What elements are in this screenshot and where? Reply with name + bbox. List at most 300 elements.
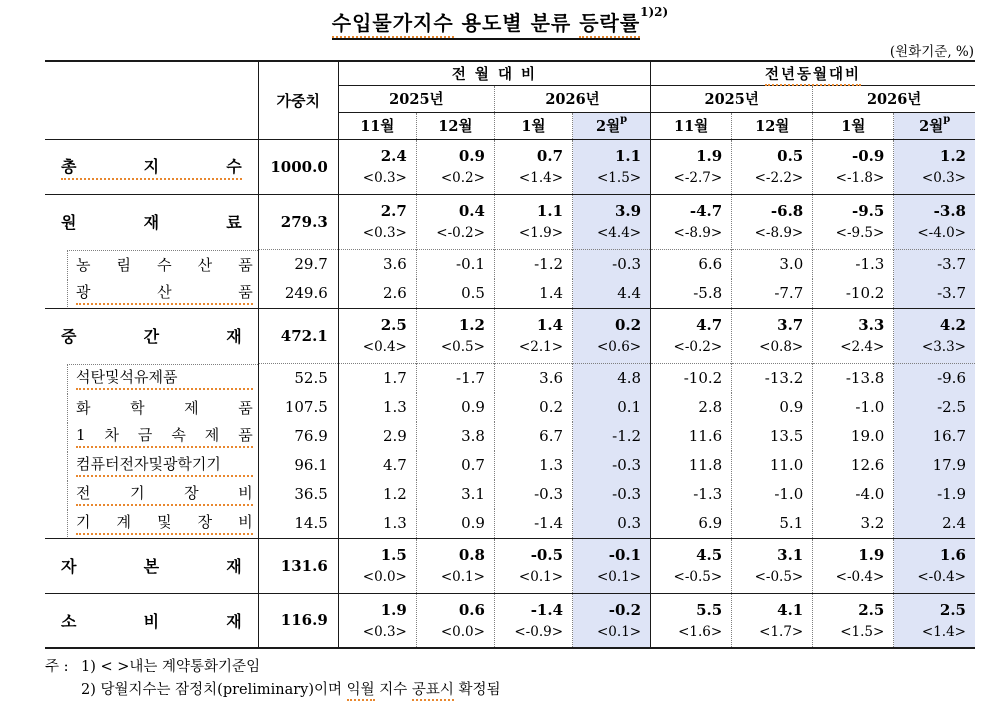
row-label: 컴퓨터전자및광학기기 xyxy=(76,453,253,477)
value-cell xyxy=(573,249,651,279)
value-cell xyxy=(813,363,894,393)
contract-currency-value: <0.3> xyxy=(362,170,407,186)
footnote-segment: 2) 당월지수는 잠정치(preliminary)이며 xyxy=(81,682,347,699)
value: -1.4 xyxy=(534,513,564,532)
value-cell xyxy=(894,480,975,509)
mom-group-header: 전 월 대 비 xyxy=(338,61,650,85)
value: 0.7 xyxy=(461,455,485,474)
value-cell xyxy=(416,279,494,309)
value: 0.5 xyxy=(461,283,485,302)
title-row xyxy=(0,0,1000,34)
contract-currency-value: <0.3> xyxy=(362,225,407,241)
footnote-text xyxy=(81,679,501,702)
row-label-cell xyxy=(45,308,258,363)
value: 1.7 xyxy=(383,368,407,387)
table-row xyxy=(45,249,975,279)
title-segment: 수입물가지수 xyxy=(332,11,454,38)
value-cell xyxy=(338,393,416,422)
month-header: 11월 xyxy=(338,112,416,139)
value: -3.7 xyxy=(937,283,966,302)
contract-currency-value: <-0.4> xyxy=(917,569,966,585)
value: -0.9 xyxy=(852,147,885,165)
value: 4.1 xyxy=(777,600,804,619)
value-cell xyxy=(573,593,651,648)
value-cell xyxy=(732,509,813,539)
value: 1.1 xyxy=(536,202,564,220)
value-cell xyxy=(338,509,416,539)
value-cell xyxy=(494,393,572,422)
value-cell xyxy=(813,480,894,509)
year-header: 2026년 xyxy=(813,85,975,112)
value-cell xyxy=(651,249,732,279)
weight-cell: 29.7 xyxy=(258,249,338,279)
value-cell xyxy=(494,593,572,648)
value: -1.7 xyxy=(456,368,485,387)
value: 2.5 xyxy=(380,316,407,334)
contract-currency-value: <-0.9> xyxy=(514,623,564,640)
value-cell xyxy=(813,194,894,249)
contract-currency-value: <-8.9> xyxy=(754,225,804,241)
value-cell xyxy=(338,279,416,309)
month-header-preliminary: 2월$^p$ xyxy=(573,112,651,139)
value-cell xyxy=(573,393,651,422)
contract-currency-value: <-1.8> xyxy=(835,170,885,186)
value: -7.7 xyxy=(774,283,804,302)
contract-currency-value: <1.7> xyxy=(759,623,804,640)
value: 2.5 xyxy=(939,600,966,619)
value-cell xyxy=(338,139,416,194)
table-header xyxy=(45,61,975,139)
group-header-row xyxy=(45,61,975,85)
value: -1.0 xyxy=(855,397,885,416)
value-cell xyxy=(651,593,732,648)
value-cell xyxy=(894,593,975,648)
value-cell xyxy=(494,249,572,279)
contract-currency-value: <-9.5> xyxy=(835,225,885,241)
contract-currency-value: <-0.4> xyxy=(835,569,885,585)
value-cell xyxy=(573,480,651,509)
value: 4.4 xyxy=(617,283,642,302)
value: -0.3 xyxy=(612,484,642,503)
value: 1.1 xyxy=(614,147,642,165)
value-cell xyxy=(813,538,894,593)
weight-cell: 249.6 xyxy=(258,279,338,309)
value: 4.8 xyxy=(617,368,642,387)
value-cell xyxy=(894,538,975,593)
value: 3.2 xyxy=(860,513,885,532)
contract-currency-value: <4.4> xyxy=(597,225,642,241)
value-cell xyxy=(338,308,416,363)
value: 13.5 xyxy=(769,426,804,445)
value: -1.4 xyxy=(530,600,564,619)
sub-label-box xyxy=(67,422,258,450)
row-label: 소 비 재 xyxy=(61,611,242,631)
row-label: 기 계 및 장 비 xyxy=(76,511,253,535)
contract-currency-value: <0.1> xyxy=(440,569,485,585)
value: 2.6 xyxy=(383,283,407,302)
value: 0.4 xyxy=(458,202,485,220)
table-body xyxy=(45,139,975,648)
contract-currency-value: <0.8> xyxy=(759,339,804,355)
value-cell xyxy=(651,393,732,422)
contract-currency-value: <-0.5> xyxy=(673,569,723,585)
value: 3.6 xyxy=(539,368,564,387)
value-cell xyxy=(494,194,572,249)
footnote-segment: 익월 xyxy=(347,682,375,701)
value: 19.0 xyxy=(850,426,885,445)
contract-currency-value: <-2.2> xyxy=(754,170,804,186)
row-label: 전 기 장 비 xyxy=(76,482,253,506)
value-cell xyxy=(651,422,732,451)
value: 3.8 xyxy=(461,426,485,445)
value: 3.1 xyxy=(777,546,804,564)
value: 2.5 xyxy=(858,600,885,619)
value-cell xyxy=(416,451,494,480)
row-label: 1 차 금 속 제 품 xyxy=(76,424,253,448)
value-cell xyxy=(813,509,894,539)
value-cell xyxy=(494,308,572,363)
weight-cell: 1000.0 xyxy=(258,139,338,194)
weight-cell: 36.5 xyxy=(258,480,338,509)
value: 0.1 xyxy=(617,397,642,416)
value-cell xyxy=(338,363,416,393)
value-cell xyxy=(813,249,894,279)
value: -0.1 xyxy=(608,546,642,564)
value-cell xyxy=(338,538,416,593)
value-cell xyxy=(732,422,813,451)
value-cell xyxy=(732,451,813,480)
value-cell xyxy=(732,593,813,648)
contract-currency-value: <1.4> xyxy=(518,170,564,186)
contract-currency-value: <1.5> xyxy=(840,623,885,640)
value: -0.2 xyxy=(608,600,642,619)
value: -1.9 xyxy=(937,484,966,503)
contract-currency-value: <-0.5> xyxy=(754,569,804,585)
value: 5.5 xyxy=(696,600,723,619)
table-row xyxy=(45,422,975,451)
category-header-cell xyxy=(45,61,258,139)
value-cell xyxy=(573,279,651,309)
value: -1.2 xyxy=(612,426,642,445)
value: 3.7 xyxy=(777,316,804,334)
value-cell xyxy=(732,279,813,309)
value-cell xyxy=(651,194,732,249)
value: 17.9 xyxy=(932,455,966,474)
value: 0.9 xyxy=(461,397,485,416)
weight-cell: 96.1 xyxy=(258,451,338,480)
table-row xyxy=(45,593,975,648)
yoy-group-header: 전년동월대비 xyxy=(651,61,975,85)
value-cell xyxy=(573,139,651,194)
value: 1.5 xyxy=(380,546,407,564)
value: 1.3 xyxy=(383,513,407,532)
value-cell xyxy=(813,593,894,648)
value: 1.2 xyxy=(939,147,966,165)
month-header: 12월 xyxy=(416,112,494,139)
value: 0.5 xyxy=(777,147,804,165)
table-row xyxy=(45,509,975,539)
value-cell xyxy=(651,509,732,539)
value-cell xyxy=(494,538,572,593)
value: 1.4 xyxy=(536,316,564,334)
contract-currency-value: <0.5> xyxy=(440,339,485,355)
value-cell xyxy=(651,279,732,309)
contract-currency-value: <2.4> xyxy=(840,339,885,355)
value-cell xyxy=(416,249,494,279)
table-row xyxy=(45,393,975,422)
value: -5.8 xyxy=(693,283,723,302)
value-cell xyxy=(651,308,732,363)
contract-currency-value: <-8.9> xyxy=(673,225,723,241)
weight-header-cell: 가중치 xyxy=(258,61,338,139)
value-cell xyxy=(651,139,732,194)
table-row xyxy=(45,538,975,593)
sub-label-box xyxy=(67,451,258,479)
value-cell xyxy=(416,422,494,451)
value: -0.3 xyxy=(612,455,642,474)
contract-currency-value: <-0.2> xyxy=(673,339,723,355)
value: 2.4 xyxy=(942,513,966,532)
month-header: 1월 xyxy=(494,112,572,139)
value: 16.7 xyxy=(932,426,966,445)
weight-cell: 76.9 xyxy=(258,422,338,451)
contract-currency-value: <0.3> xyxy=(362,623,407,640)
value: 0.3 xyxy=(617,513,642,532)
value: 0.2 xyxy=(614,316,642,334)
value: 2.8 xyxy=(698,397,723,416)
month-header-preliminary: 2월$^p$ xyxy=(894,112,975,139)
value: 2.7 xyxy=(380,202,407,220)
row-label-cell xyxy=(45,393,258,422)
contract-currency-value: <0.2> xyxy=(440,170,485,186)
value: 1.9 xyxy=(858,546,885,564)
row-label-cell xyxy=(45,363,258,393)
value-cell xyxy=(416,480,494,509)
unit-note: (원화기준, %) xyxy=(889,44,974,60)
value-cell xyxy=(338,422,416,451)
contract-currency-value: <-0.2> xyxy=(436,225,485,241)
contract-currency-value: <1.4> xyxy=(921,623,966,640)
value-cell xyxy=(894,363,975,393)
row-label-cell xyxy=(45,279,258,309)
value: 3.9 xyxy=(614,202,642,220)
row-label-cell xyxy=(45,538,258,593)
value-cell xyxy=(573,509,651,539)
value-cell xyxy=(732,538,813,593)
value: 0.8 xyxy=(458,546,485,564)
weight-cell: 279.3 xyxy=(258,194,338,249)
contract-currency-value: <0.0> xyxy=(362,569,407,585)
table-row xyxy=(45,480,975,509)
value: -3.8 xyxy=(933,202,966,220)
value: 2.4 xyxy=(380,147,407,165)
weight-cell: 131.6 xyxy=(258,538,338,593)
contract-currency-value: <2.1> xyxy=(518,339,564,355)
value-cell xyxy=(573,422,651,451)
footnote-text: 1) < >내는 계약통화기준임 xyxy=(81,659,261,675)
footnote-prefix: 주 : xyxy=(45,659,69,675)
value-cell xyxy=(416,593,494,648)
value: 6.9 xyxy=(698,513,723,532)
month-header: 1월 xyxy=(813,112,894,139)
value-cell xyxy=(573,308,651,363)
value-cell xyxy=(416,538,494,593)
table-row xyxy=(45,363,975,393)
value-cell xyxy=(813,279,894,309)
value: -0.3 xyxy=(612,254,642,273)
row-label: 광 산 품 xyxy=(76,281,253,305)
value: 4.5 xyxy=(696,546,723,564)
title-segment: 용도별 분류 xyxy=(453,11,580,35)
row-label-cell xyxy=(45,139,258,194)
value-cell xyxy=(894,393,975,422)
row-label: 중 간 재 xyxy=(61,327,242,347)
table-row xyxy=(45,279,975,309)
value: 1.2 xyxy=(458,316,485,334)
value-cell xyxy=(732,139,813,194)
value: 3.3 xyxy=(858,316,885,334)
value: 1.9 xyxy=(696,147,723,165)
value: 1.6 xyxy=(939,546,966,564)
table-row xyxy=(45,139,975,194)
value: 4.7 xyxy=(696,316,723,334)
row-label-cell xyxy=(45,194,258,249)
row-label-cell xyxy=(45,593,258,648)
row-label-cell xyxy=(45,451,258,480)
value-cell xyxy=(494,509,572,539)
value: 12.6 xyxy=(850,455,885,474)
value-cell xyxy=(813,139,894,194)
value: -10.2 xyxy=(845,283,885,302)
contract-currency-value: <-2.7> xyxy=(673,170,723,186)
value-cell xyxy=(651,538,732,593)
value-cell xyxy=(494,480,572,509)
value: 4.7 xyxy=(383,455,407,474)
value-cell xyxy=(894,308,975,363)
weight-cell: 52.5 xyxy=(258,363,338,393)
value-cell xyxy=(732,393,813,422)
value: 3.0 xyxy=(779,254,804,273)
title-footnote-marks: 1)2) xyxy=(640,5,669,19)
value-cell xyxy=(416,363,494,393)
value: -0.1 xyxy=(456,254,485,273)
value: 3.1 xyxy=(461,484,485,503)
value-cell xyxy=(494,139,572,194)
value: 0.9 xyxy=(779,397,804,416)
sub-label-box xyxy=(67,480,258,508)
contract-currency-value: <0.1> xyxy=(597,569,642,585)
value-cell xyxy=(732,308,813,363)
value-cell xyxy=(651,363,732,393)
value-cell xyxy=(416,139,494,194)
table-row xyxy=(45,451,975,480)
value-cell xyxy=(732,363,813,393)
contract-currency-value: <0.6> xyxy=(597,339,642,355)
value-cell xyxy=(732,480,813,509)
value: -0.3 xyxy=(534,484,564,503)
footnote-segment: 지수 xyxy=(374,682,412,699)
value-cell xyxy=(573,363,651,393)
value: -13.2 xyxy=(764,368,804,387)
value-cell xyxy=(813,451,894,480)
sub-label-box xyxy=(67,393,258,421)
contract-currency-value: <0.1> xyxy=(597,623,642,640)
year-header: 2026년 xyxy=(494,85,650,112)
month-header: 12월 xyxy=(732,112,813,139)
value-cell xyxy=(894,422,975,451)
price-index-table xyxy=(45,60,975,649)
row-label-cell xyxy=(45,249,258,279)
footnote-segment: 확정됨 xyxy=(453,682,501,699)
row-label: 자 본 재 xyxy=(61,557,242,576)
footnote-line-1 xyxy=(45,656,1000,679)
value-cell xyxy=(894,451,975,480)
footnote-segment: 공표시 xyxy=(412,682,454,701)
value: -9.6 xyxy=(937,368,966,387)
weight-cell: 116.9 xyxy=(258,593,338,648)
value-cell xyxy=(573,451,651,480)
value-cell xyxy=(416,393,494,422)
value-cell xyxy=(813,308,894,363)
row-label: 농 림 수 산 품 xyxy=(76,255,253,274)
weight-cell: 107.5 xyxy=(258,393,338,422)
value: 3.6 xyxy=(383,254,407,273)
value: 0.9 xyxy=(458,147,485,165)
contract-currency-value: <1.9> xyxy=(518,225,564,241)
value: -1.3 xyxy=(855,254,885,273)
value: 1.4 xyxy=(539,283,564,302)
value-cell xyxy=(338,480,416,509)
value-cell xyxy=(894,194,975,249)
value-cell xyxy=(338,249,416,279)
row-label-cell xyxy=(45,509,258,539)
title-segment: 등락률 xyxy=(579,11,640,38)
row-label-cell xyxy=(45,422,258,451)
row-label: 석탄및석유제품 xyxy=(76,366,253,390)
value-cell xyxy=(494,279,572,309)
value: 2.9 xyxy=(383,426,407,445)
value: -9.5 xyxy=(852,202,885,220)
row-label-cell xyxy=(45,480,258,509)
weight-cell: 14.5 xyxy=(258,509,338,539)
contract-currency-value: <-4.0> xyxy=(917,225,966,241)
value-cell xyxy=(894,509,975,539)
value: -4.7 xyxy=(689,202,723,220)
value-cell xyxy=(651,451,732,480)
page-title xyxy=(332,7,640,40)
year-header: 2025년 xyxy=(338,85,494,112)
contract-currency-value: <0.0> xyxy=(440,623,485,640)
contract-currency-value: <0.1> xyxy=(518,569,564,585)
value-cell xyxy=(416,308,494,363)
value-cell xyxy=(813,393,894,422)
value: -4.0 xyxy=(855,484,885,503)
value: 1.2 xyxy=(383,484,407,503)
value: -3.7 xyxy=(937,254,966,273)
value-cell xyxy=(416,509,494,539)
value-cell xyxy=(651,480,732,509)
value-cell xyxy=(894,279,975,309)
table-row xyxy=(45,308,975,363)
value: 1.3 xyxy=(539,455,564,474)
table-row xyxy=(45,194,975,249)
value: -6.8 xyxy=(770,202,804,220)
value-cell xyxy=(494,451,572,480)
contract-currency-value: <1.5> xyxy=(597,170,642,186)
value-cell xyxy=(573,538,651,593)
value: -2.5 xyxy=(937,397,966,416)
value: -13.8 xyxy=(845,368,885,387)
